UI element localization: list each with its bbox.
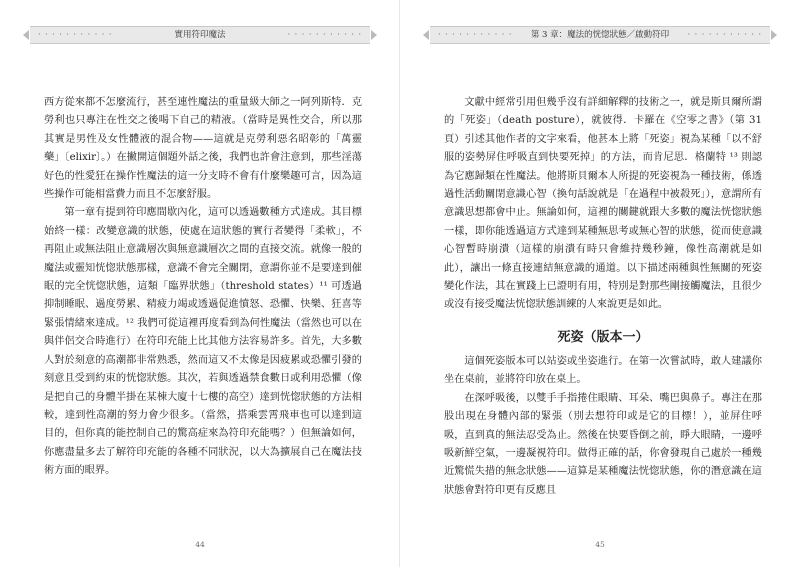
header-left-arrow-ornament	[423, 30, 429, 40]
section-title: 死姿（版本一）	[557, 329, 649, 345]
right-body-text	[444, 94, 762, 500]
left-page	[0, 0, 399, 567]
left-header-title: 實用符印魔法	[174, 30, 226, 40]
right-section-paragraph-1: 這個死姿版本可以站姿或坐姿進行。在第一次嘗試時，敢人建議你坐在桌前，並將符印放在桌上。	[444, 355, 762, 386]
header-dots-ornament: · · · · · · · · · · ·	[38, 30, 113, 39]
left-page-number: 44	[195, 540, 205, 549]
right-intro-paragraph: 文獻中經常引用但幾乎沒有詳細解釋的技術之一，就是斯貝爾所謂的「死姿」（death posture），就彼得．卡羅在《空零之書》（第 31 頁）引述其他作者的文字來看，他甚本上將「死姿」視為某種「以不舒服的姿勢屏住呼吸直到快要死掉」的方法，而肯尼思．格蘭特 ¹³ 則認為它應歸類在性魔法。他將斯貝爾本人所提的死姿視為一種技術，係透過性活動關閉意識心智（換句話說就是「在過程中被殺死」），意謂所有意識思想都會中止。無論如何，這裡的關鍵就跟大多數的魔法恍惚狀態一樣，即你能透過這方式達到某種無思考或無心智的狀態，從而使意識心智暫時崩潰（這樣的崩潰有時只會維持幾秒鐘，像性高潮就是如此），讓出一條直接連結無意識的通道。以下描述兩種與性無關的死姿變化作法，其在實踐上已證明有用，特別是對那些剛接觸魔法，且很少或沒有接受魔法恍惚狀態訓練的人來說更是如此。	[444, 97, 762, 311]
right-page-number: 45	[595, 540, 605, 549]
header-dots-ornament: · · · · · · · · · · ·	[687, 30, 762, 39]
header-dots-ornament: · · · · · · · · · · ·	[438, 30, 513, 39]
left-body-text	[44, 94, 362, 481]
header-right-arrow-ornament	[771, 30, 777, 40]
header-right-arrow-ornament	[371, 30, 377, 40]
right-page	[400, 0, 799, 567]
left-paragraph-1: 西方從來都不怎麼流行，甚至連性魔法的重量級大師之一阿列斯特．克勞利也只專注在性交之後喝下自己的精液。（當時是異性交合，所以那其實是男性及女性體液的混合物——這就是克勞利惡名昭彰的「萬靈藥」〔elixir〕。）在撇開這個題外話之後，我們也許會注意到，那些淫蕩好色的性愛狂在操作性魔法的這一分支時不會有什麼樂趣可言，因為這些操作可能相當費力而且不怎麼舒服。	[44, 97, 362, 201]
header-left-arrow-ornament	[23, 30, 29, 40]
left-paragraph-2: 第一章有提到符印應間歇內化，這可以透過數種方式達成。其目標始終一樣：改變意識的狀態，使處在這狀態的實行者變得「柔軟」，不再阻止或無法阻止意識層次與無意識層次之間的直接交流。就像一般的魔法或靈知恍惚狀態那樣，意識不會完全關閉，意謂你並不是要達到催眠的完全恍惚狀態，這類「臨界狀態」（threshold states）¹¹ 可透過抑制睡眠、過度勞累、精疲力竭或透過促進憤怒、恐懼、快樂、狂喜等緊張情緒來達成。¹² 我們可從這裡再度看到為何性魔法（當然也可以在與伴侶交合時進行）在符印充能上比其他方法容易許多。首先，大多數人對於刻意的高潮都非常熟悉，然而這又不太像是因疲累或恐懼引發的刻意且受到約束的恍惚狀態。其次，若與透過禁食數日或利用恐懼（像是把自己的身體半掛在某棟大廈十七樓的高空）達到恍惚狀態的方法相較，達到性高潮的努力會少很多。（當然，搭乘雲霄飛車也可以達到這目的，但你真的能控制自己的驚高症來為符印充能嗎？）但無論如何，你應盡量多去了解符印充能的各種不同狀況，以大為擴展自己在魔法技術方面的眼界。	[44, 207, 362, 477]
left-running-header	[30, 26, 370, 44]
header-dots-ornament: · · · · · · · · · · ·	[287, 30, 362, 39]
right-section-paragraph-2: 在深呼吸後，以雙手手指捲住眼睛、耳朵、嘴巴與鼻子。專注在那股出現在身體內部的緊張（別去想符印或是它的目標！），並屏住呼吸，直到真的無法忍受為止。然後在快要昏倒之前，睜大眼睛，一邊呼吸新鮮空氣，一邊凝視符印。做得正確的話，你會發現自己處於一種幾近驚慌失措的無念狀態——這算是某種魔法恍惚狀態，你的潛意識在這狀態會對符印更有反應且	[444, 392, 762, 496]
right-running-header	[430, 26, 770, 44]
right-header-title: 第 3 章：魔法的恍惚狀態／啟動符印	[530, 30, 670, 40]
